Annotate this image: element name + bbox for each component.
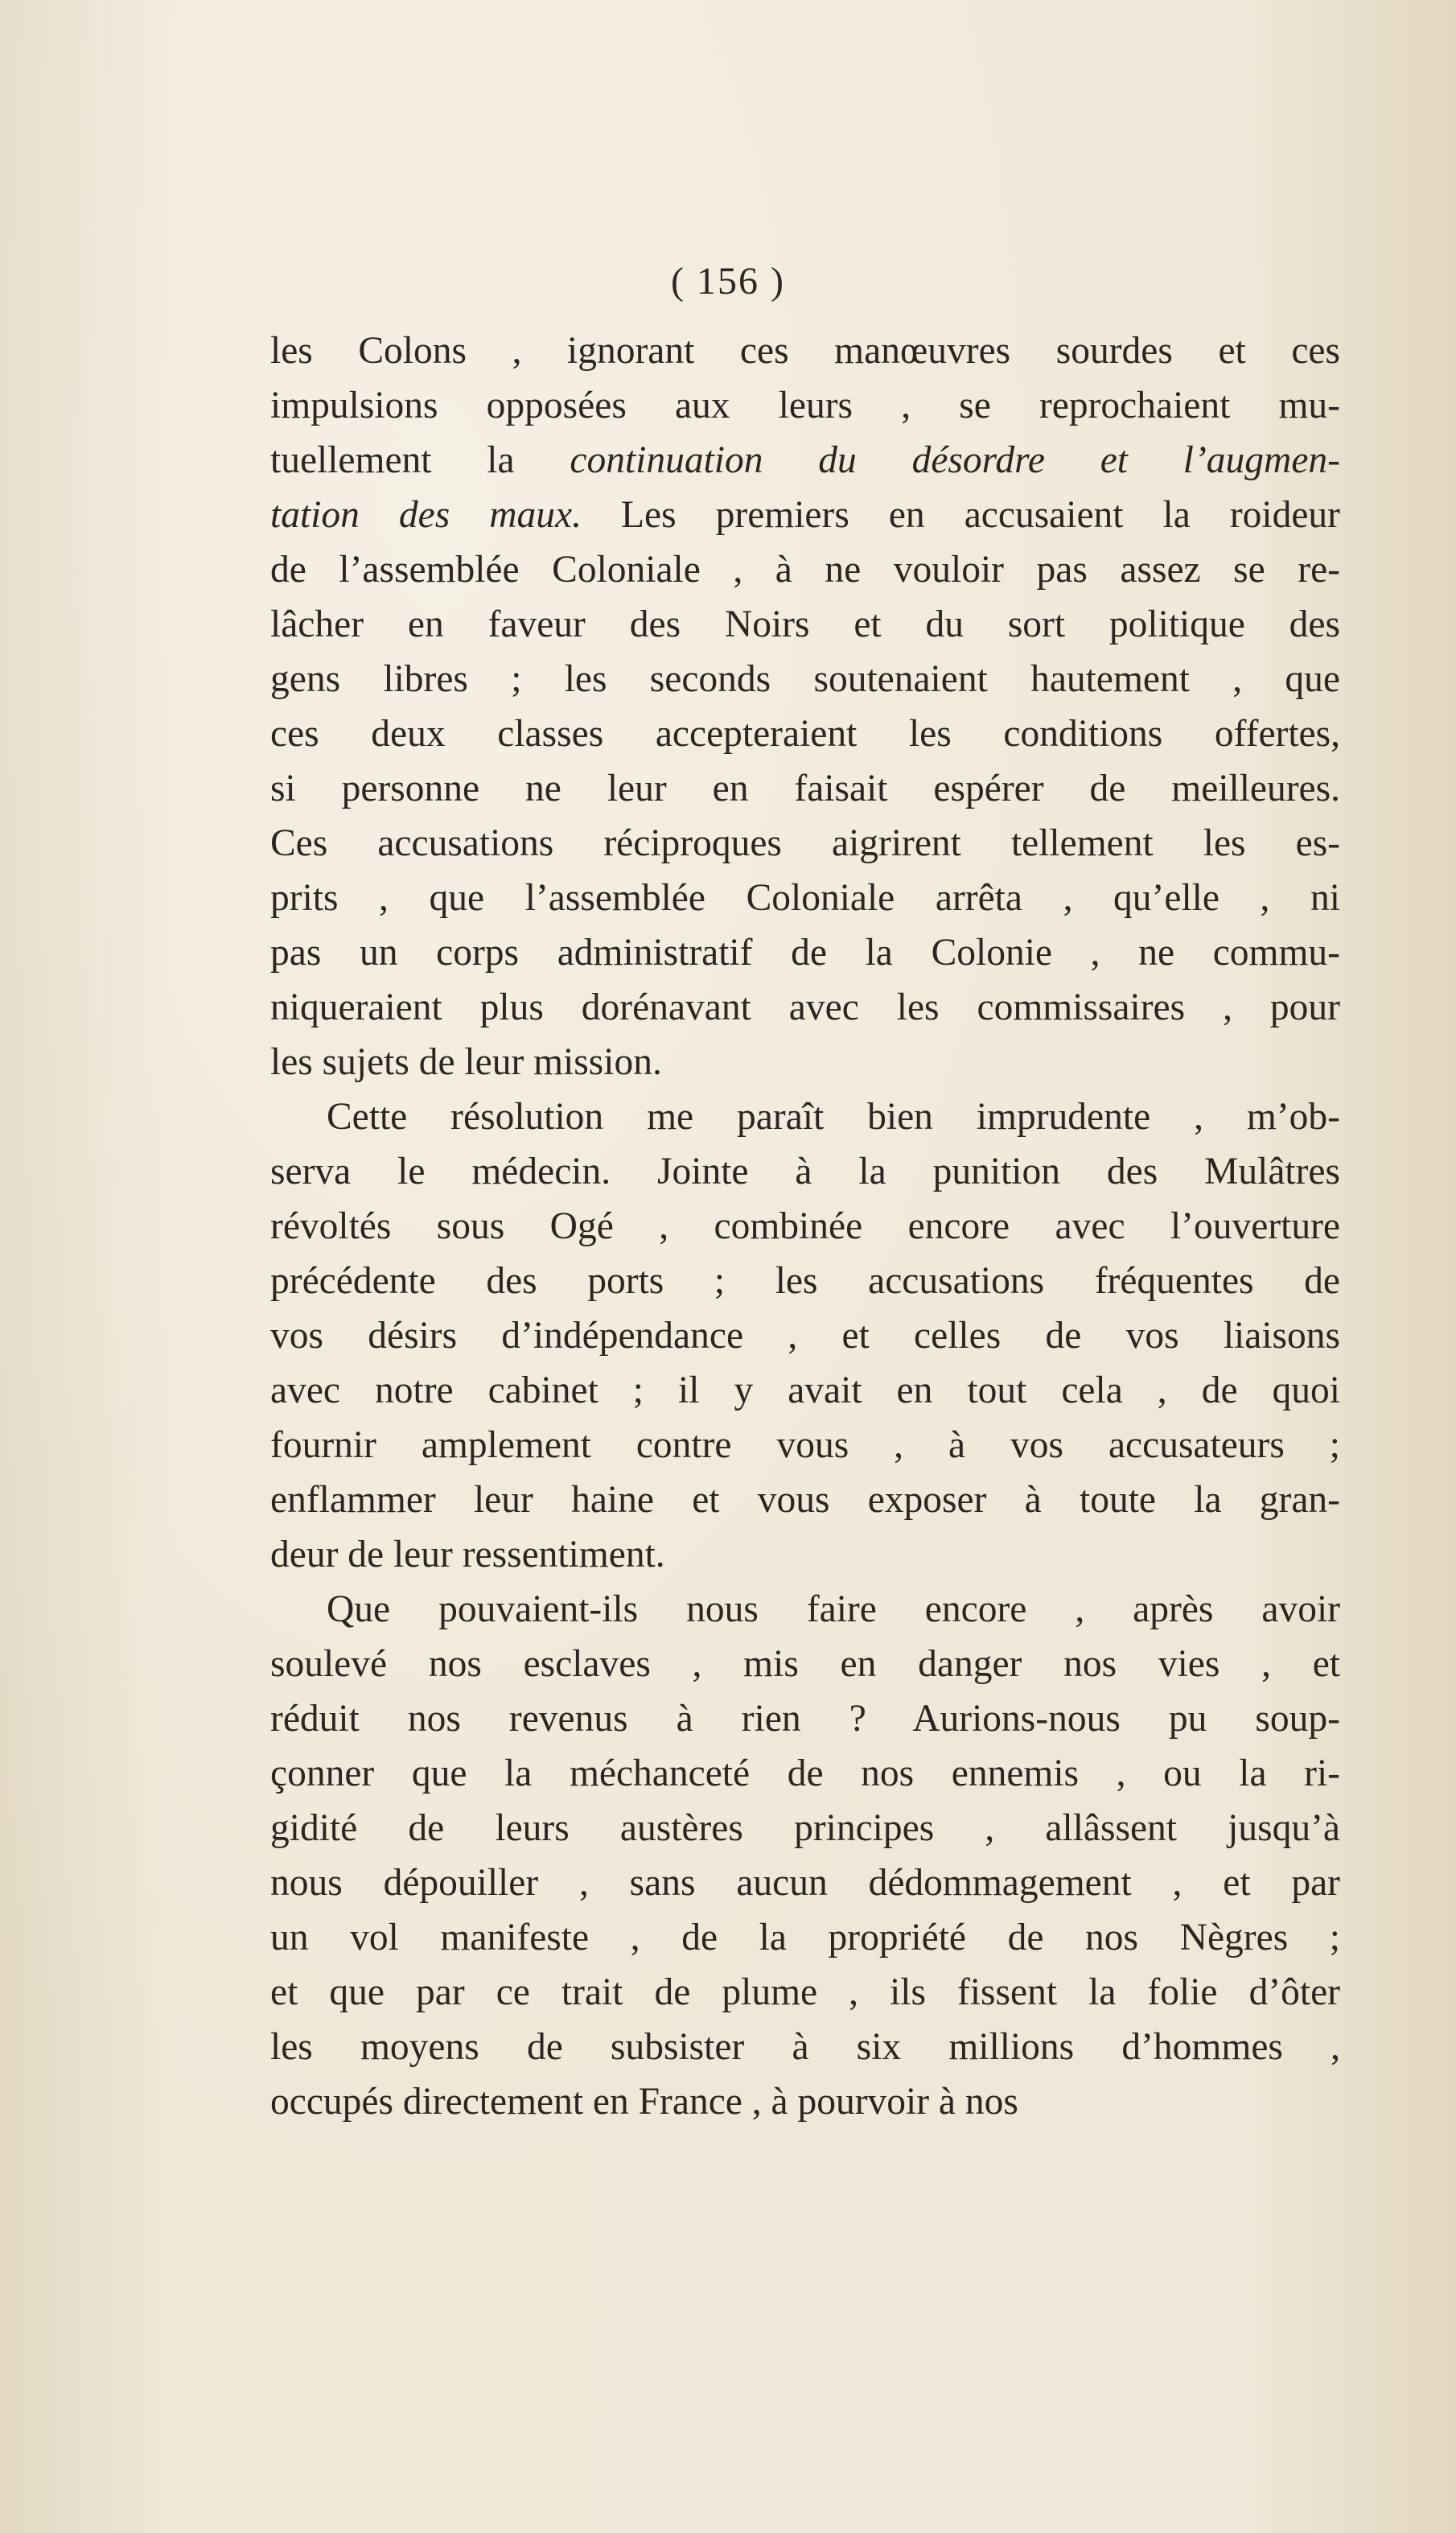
text-segment: niqueraient plus dorénavant avec les commissaires , pour — [270, 986, 1340, 1028]
text-segment: tuellement la — [270, 439, 570, 481]
text-segment: les sujets de leur mission. — [270, 1041, 662, 1083]
text-segment: lâcher en faveur des Noirs et du sort politique des — [270, 603, 1340, 645]
text-segment: prits , que l’assemblée Coloniale arrêta , qu’elle , ni — [270, 877, 1340, 919]
text-line — [270, 378, 1340, 433]
text-line — [270, 1637, 1340, 1691]
text-segment: les Colons , ignorant ces manœuvres sourdes et ces — [270, 330, 1340, 372]
text-segment: ces deux classes accepteraient les conditions offertes, — [270, 713, 1340, 755]
text-line — [270, 1527, 1340, 1582]
text-segment: enflammer leur haine et vous exposer à toute la gran- — [270, 1479, 1340, 1521]
text-line — [270, 433, 1340, 488]
text-segment: pas un corps administratif de la Colonie , ne commu- — [270, 932, 1340, 974]
text-segment: deur de leur ressentiment. — [270, 1534, 665, 1575]
text-line — [270, 1363, 1340, 1418]
text-segment: de l’assemblée Coloniale , à ne vouloir pas assez se re- — [270, 549, 1340, 591]
text-line — [270, 1144, 1340, 1199]
text-segment: et que par ce trait de plume , ils fissent la folie d’ôter — [270, 1971, 1340, 2013]
text-segment: gens libres ; les seconds soutenaient hautement , que — [270, 658, 1340, 700]
text-line — [270, 1691, 1340, 1746]
text-line — [270, 652, 1340, 706]
text-line — [270, 761, 1340, 816]
text-segment: vos désirs d’indépendance , et celles de vos liaisons — [270, 1315, 1340, 1357]
text-line — [270, 706, 1340, 761]
text-segment: Les premiers en accusaient la roideur — [581, 494, 1340, 536]
text-line — [270, 2074, 1340, 2129]
text-line — [270, 1965, 1340, 2020]
paragraph — [270, 1582, 1340, 2129]
text-line — [270, 488, 1340, 542]
page-number: ( 156 ) — [671, 260, 785, 303]
text-line — [270, 1199, 1340, 1254]
text-line — [270, 1855, 1340, 1910]
text-line — [270, 1746, 1340, 1801]
text-segment: çonner que la méchanceté de nos ennemis , ou la ri- — [270, 1753, 1340, 1794]
text-segment: les moyens de subsister à six millions d’hommes , — [270, 2026, 1340, 2068]
text-line — [270, 1035, 1340, 1089]
text-segment: réduit nos revenus à rien ? Aurions-nous pu soup- — [270, 1698, 1340, 1740]
text-line — [270, 2020, 1340, 2074]
text-line — [270, 816, 1340, 871]
text-line — [270, 1418, 1340, 1472]
text-line — [270, 1801, 1340, 1855]
text-segment: gidité de leurs austères principes , allâssent jusqu’à — [270, 1807, 1340, 1849]
text-segment: Que pouvaient-ils nous faire encore , après avoir — [327, 1588, 1340, 1630]
text-line — [270, 925, 1340, 980]
text-line — [270, 1582, 1340, 1637]
text-line — [270, 1308, 1340, 1363]
text-line — [270, 1910, 1340, 1965]
text-segment: impulsions opposées aux leurs , se reprochaient mu- — [270, 385, 1340, 426]
text-line — [270, 323, 1340, 378]
text-segment: occupés directement en France , à pourvoir à nos — [270, 2081, 1018, 2123]
paragraph — [270, 323, 1340, 1089]
text-segment: fournir amplement contre vous , à vos accusateurs ; — [270, 1424, 1340, 1466]
text-line — [270, 1089, 1340, 1144]
text-segment: Ces accusations réciproques aigrirent tellement les es- — [270, 822, 1340, 864]
text-segment: soulevé nos esclaves , mis en danger nos vies , et — [270, 1643, 1340, 1685]
text-line — [270, 1472, 1340, 1527]
text-line — [270, 542, 1340, 597]
text-line — [270, 597, 1340, 652]
text-segment: nous dépouiller , sans aucun dédommagement , et par — [270, 1862, 1340, 1904]
text-line — [270, 1254, 1340, 1308]
text-segment: Cette résolution me paraît bien imprudente , m’ob- — [327, 1096, 1340, 1138]
paragraph — [270, 1089, 1340, 1582]
text-line — [270, 871, 1340, 925]
text-line — [270, 980, 1340, 1035]
text-segment: serva le médecin. Jointe à la punition des Mulâtres — [270, 1151, 1340, 1192]
text-segment: un vol manifeste , de la propriété de nos Nègres ; — [270, 1917, 1340, 1958]
text-segment: révoltés sous Ogé , combinée encore avec l’ouverture — [270, 1205, 1340, 1247]
italic-text: continuation du désordre et l’augmen- — [570, 439, 1341, 481]
text-segment: si personne ne leur en faisait espérer de meilleures. — [270, 768, 1340, 809]
text-segment: précédente des ports ; les accusations fréquentes de — [270, 1260, 1340, 1302]
italic-text: tation des maux. — [270, 494, 582, 536]
body-text — [270, 323, 1340, 2129]
text-segment: avec notre cabinet ; il y avait en tout cela , de quoi — [270, 1369, 1340, 1411]
